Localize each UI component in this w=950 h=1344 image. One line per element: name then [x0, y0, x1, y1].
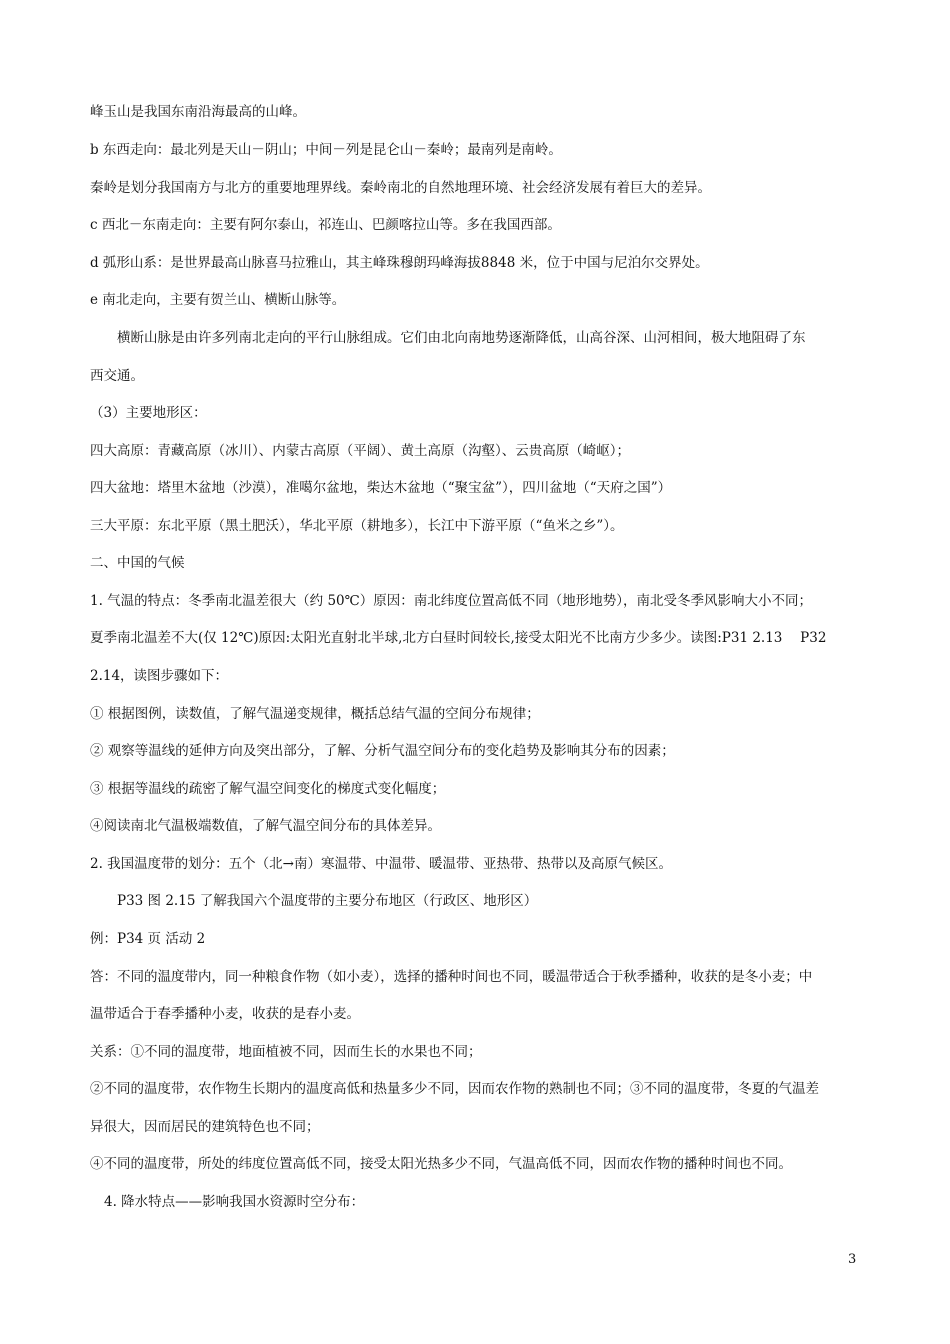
text-line: 1. 气温的特点：冬季南北温差很大（约 50℃）原因：南北纬度位置高低不同（地形地势），南北受冬季风影响大小不同； [90, 593, 812, 609]
text-line: 4. 降水特点——影响我国水资源时空分布： [104, 1194, 365, 1210]
text-line: 峰玉山是我国东南沿海最高的山峰。 [90, 104, 306, 120]
text-line: ④不同的温度带，所处的纬度位置高低不同，接受太阳光热多少不同，气温高低不同，因而农作物的播种时间也不同。 [90, 1156, 792, 1172]
list-item: ④阅读南北气温极端数值，了解气温空间分布的具体差异。 [90, 818, 441, 834]
text-line: 例：P34 页 活动 2 [90, 931, 206, 947]
text-line: 2.14，读图步骤如下： [90, 668, 229, 684]
text-line: 异很大，因而居民的建筑特色也不同； [90, 1119, 320, 1135]
list-item: ③ 根据等温线的疏密了解气温空间变化的梯度式变化幅度； [90, 781, 446, 797]
list-item: ① 根据图例，读数值，了解气温递变规律，概括总结气温的空间分布规律； [90, 706, 540, 722]
text-line: 2. 我国温度带的划分：五个（北→南）寒温带、中温带、暖温带、亚热带、热带以及高原气候区。 [90, 856, 672, 872]
text-line: ②不同的温度带，农作物生长期内的温度高低和热量多少不同，因而农作物的熟制也不同；③不同的温度带，冬夏的气温差 [90, 1081, 819, 1097]
text-line: c 西北－东南走向：主要有阿尔泰山，祁连山、巴颜喀拉山等。多在我国西部。 [90, 217, 561, 233]
text-line: e 南北走向，主要有贺兰山、横断山脉等。 [90, 292, 346, 308]
text-line: b 东西走向：最北列是天山－阴山；中间－列是昆仑山－秦岭；最南列是南岭。 [90, 142, 562, 158]
text-line: 关系：①不同的温度带，地面植被不同，因而生长的水果也不同； [90, 1044, 482, 1060]
text-line: P33 图 2.15 了解我国六个温度带的主要分布地区（行政区、地形区） [117, 893, 538, 909]
text-line: 四大高原：青藏高原（冰川）、内蒙古高原（平阔）、黄土高原（沟壑）、云贵高原（崎岖）； [90, 443, 630, 459]
text-line: 夏季南北温差不大(仅 12℃)原因:太阳光直射北半球,北方白昼时间较长,接受太阳光不比南方少多少。读图:P31 2.13 P32 [90, 630, 827, 646]
section-heading: （3）主要地形区： [90, 405, 207, 421]
text-line: 三大平原：东北平原（黑土肥沃），华北平原（耕地多），长江中下游平原（“鱼米之乡”）。 [90, 518, 624, 534]
section-heading: 二、中国的气候 [90, 555, 185, 571]
page-number: 3 [848, 1252, 857, 1267]
text-line: 横断山脉是由许多列南北走向的平行山脉组成。它们由北向南地势逐渐降低，山高谷深、山河相间，极大地阻碍了东 [117, 330, 806, 346]
text-line: 温带适合于春季播种小麦，收获的是春小麦。 [90, 1006, 360, 1022]
text-line: 西交通。 [90, 368, 144, 384]
text-line: 四大盆地：塔里木盆地（沙漠），准噶尔盆地，柴达木盆地（“聚宝盆”），四川盆地（“天府之国”） [90, 480, 672, 496]
text-line: 秦岭是划分我国南方与北方的重要地理界线。秦岭南北的自然地理环境、社会经济发展有着巨大的差异。 [90, 180, 711, 196]
list-item: ② 观察等温线的延伸方向及突出部分，了解、分析气温空间分布的变化趋势及影响其分布的因素； [90, 743, 675, 759]
text-line: d 弧形山系：是世界最高山脉喜马拉雅山，其主峰珠穆朗玛峰海拔8848 米，位于中国与尼泊尔交界处。 [90, 255, 709, 271]
text-line: 答：不同的温度带内，同一种粮食作物（如小麦），选择的播种时间也不同，暖温带适合于秋季播种，收获的是冬小麦；中 [90, 969, 813, 985]
